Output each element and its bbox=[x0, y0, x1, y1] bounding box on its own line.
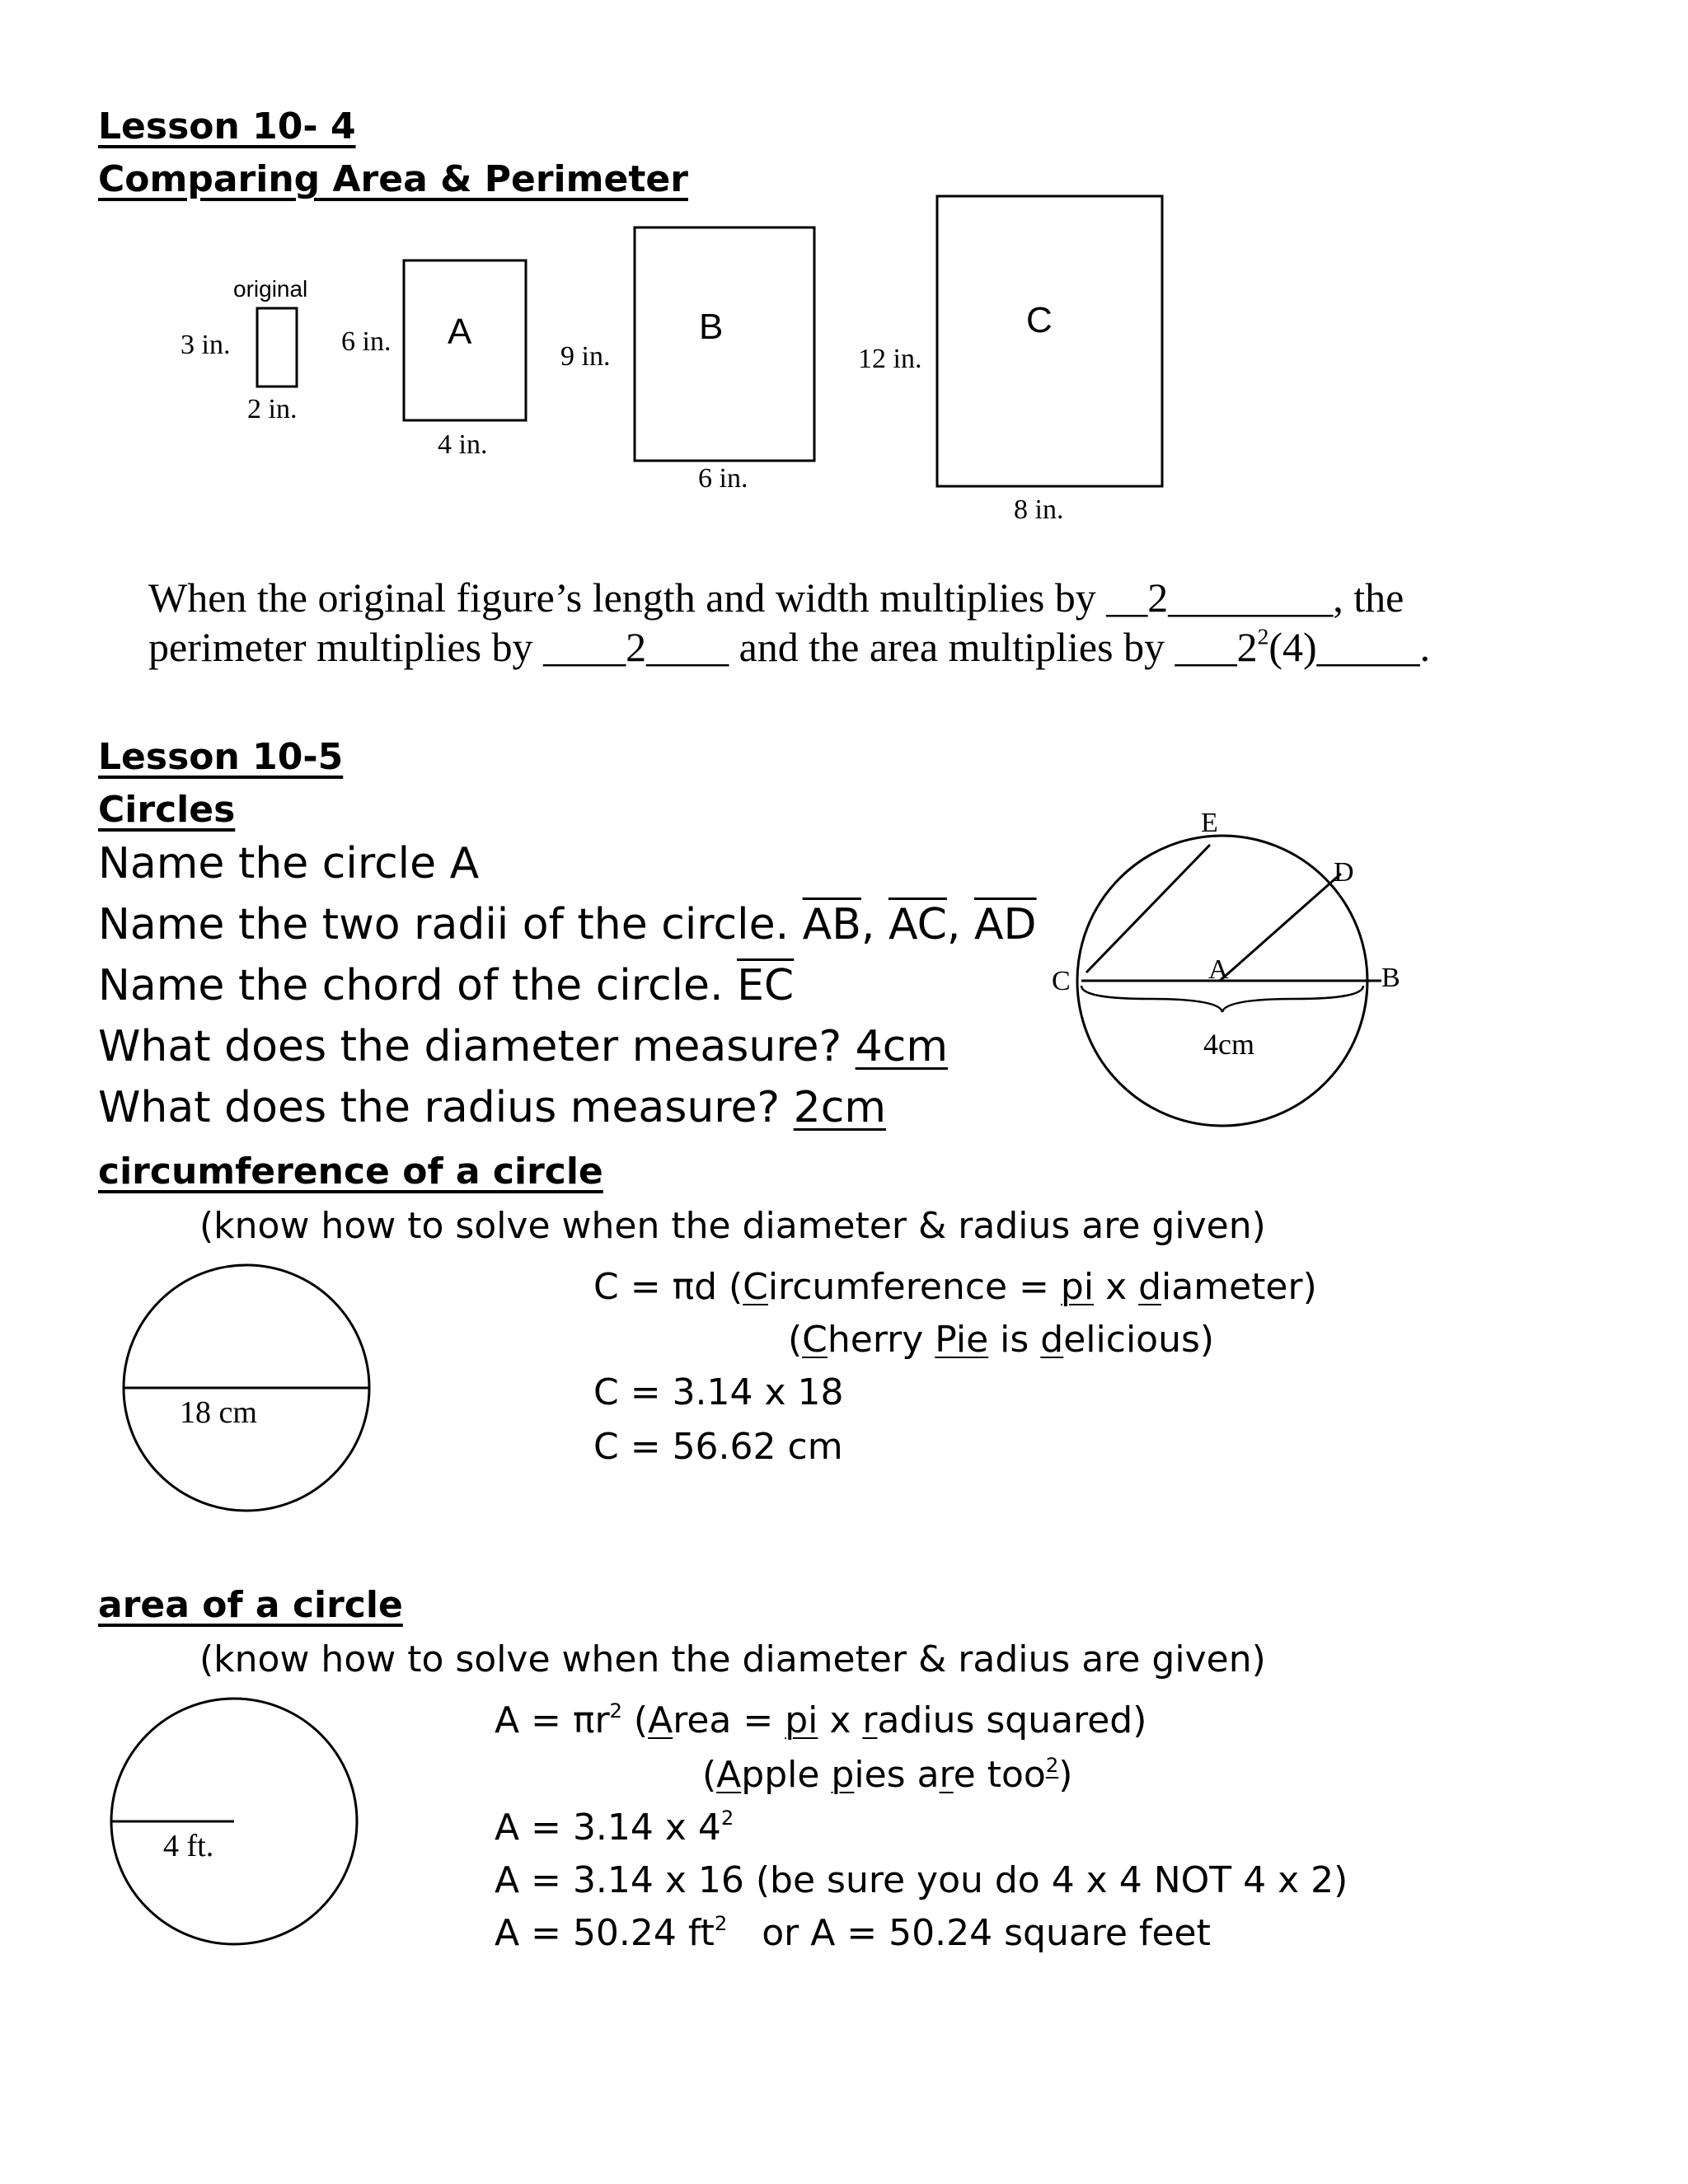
question-radii: Name the two radii of the circle. $\overline{AB}$, $\overline{AC}$, $\overline{AD}$ bbox=[98, 900, 1037, 949]
blank-scale-factor: __2________ bbox=[1106, 574, 1334, 621]
diameter-18cm-label: 18 cm bbox=[180, 1395, 257, 1430]
circumference-formula: C = πd (Circumference = pi x diameter) bbox=[593, 1266, 1317, 1308]
answer-chord: $\overline{EC}$ bbox=[737, 961, 795, 1010]
blank-perimeter-factor: ____2____ bbox=[543, 624, 729, 670]
scale-sentence-line-2: perimeter multiplies by ____2____ and the area multiplies by $\_\_\_2^2(4)\_\_\_\_\_$. bbox=[148, 623, 1431, 670]
rect-b-side-label: 9 in. bbox=[560, 341, 611, 372]
point-c-label: C bbox=[1052, 966, 1071, 996]
pi-symbol: π bbox=[572, 1699, 595, 1741]
blank-area-factor: $\_\_\_2^2(4)\_\_\_\_\_$ bbox=[1175, 623, 1420, 670]
answer-diameter: 4cm bbox=[855, 1022, 948, 1071]
question-name-circle: Name the circle A bbox=[98, 839, 480, 888]
question-chord: Name the chord of the circle. $\overline{EC}$ bbox=[98, 961, 795, 1010]
rect-a-label: A bbox=[448, 312, 472, 352]
radius-4ft-label: 4 ft. bbox=[163, 1829, 214, 1863]
rect-c-side-label: 12 in. bbox=[858, 344, 922, 374]
point-d-label: D bbox=[1334, 857, 1354, 888]
rect-c-bottom-label: 8 in. bbox=[1014, 494, 1064, 525]
circumference-title: circumference of a circle bbox=[98, 1151, 603, 1193]
area-mnemonic: (Apple pies are too$^2$) bbox=[702, 1753, 1073, 1796]
point-e-label: E bbox=[1201, 808, 1218, 838]
rect-b-bottom-label: 6 in. bbox=[698, 463, 748, 494]
lesson-10-5-title: Lesson 10-5 bbox=[98, 736, 344, 778]
diameter-measure-label: 4cm bbox=[1203, 1028, 1254, 1061]
answer-radius-ad: $\overline{AD}$ bbox=[973, 900, 1037, 949]
original-bottom-label: 2 in. bbox=[247, 394, 298, 424]
point-b-label: B bbox=[1381, 963, 1400, 993]
rect-a-side-label: 6 in. bbox=[341, 326, 392, 357]
area-step-1: A = 3.14 x $4^2$ bbox=[495, 1806, 734, 1849]
circumference-mnemonic: (Cherry Pie is delicious) bbox=[788, 1319, 1215, 1361]
area-step-2: A = 3.14 x 16 (be sure you do 4 x 4 NOT 4 x 2) bbox=[495, 1859, 1348, 1901]
rect-a-bottom-label: 4 in. bbox=[438, 429, 488, 460]
circumference-step-1: C = 3.14 x 18 bbox=[593, 1371, 844, 1413]
lesson-10-4-subtitle: Comparing Area & Perimeter bbox=[98, 158, 688, 200]
rect-b-label: B bbox=[699, 307, 724, 347]
lesson-10-5-subtitle: Circles bbox=[98, 789, 236, 831]
rect-c-label: C bbox=[1026, 300, 1053, 340]
lesson-10-4-title: Lesson 10- 4 bbox=[98, 105, 356, 148]
answer-radius-ab: $\overline{AB}$ bbox=[802, 900, 861, 949]
area-note: (know how to solve when the diameter & radius are given) bbox=[199, 1638, 1266, 1680]
point-a-label: A bbox=[1208, 954, 1229, 985]
question-diameter: What does the diameter measure? 4cm bbox=[98, 1022, 948, 1071]
scale-sentence-line-1: When the original figure’s length and width multiplies by __2________, the bbox=[148, 574, 1404, 621]
circumference-step-2: C = 56.62 cm bbox=[593, 1426, 843, 1468]
area-formula: $A = \pi r^2$ (Area = pi x radius squared) bbox=[495, 1699, 1147, 1741]
answer-radius-ac: $\overline{AC}$ bbox=[888, 900, 947, 949]
pi-symbol: π bbox=[672, 1266, 695, 1308]
answer-radius: 2cm bbox=[793, 1083, 886, 1132]
area-step-3: A = 50.24 $ft^2$ or A = 50.24 square feet bbox=[495, 1911, 1211, 1954]
question-radius: What does the radius measure? 2cm bbox=[98, 1083, 886, 1132]
original-side-label: 3 in. bbox=[181, 330, 231, 360]
circumference-note: (know how to solve when the diameter & radius are given) bbox=[199, 1205, 1266, 1247]
original-label: original bbox=[233, 276, 308, 302]
area-title: area of a circle bbox=[98, 1584, 403, 1626]
